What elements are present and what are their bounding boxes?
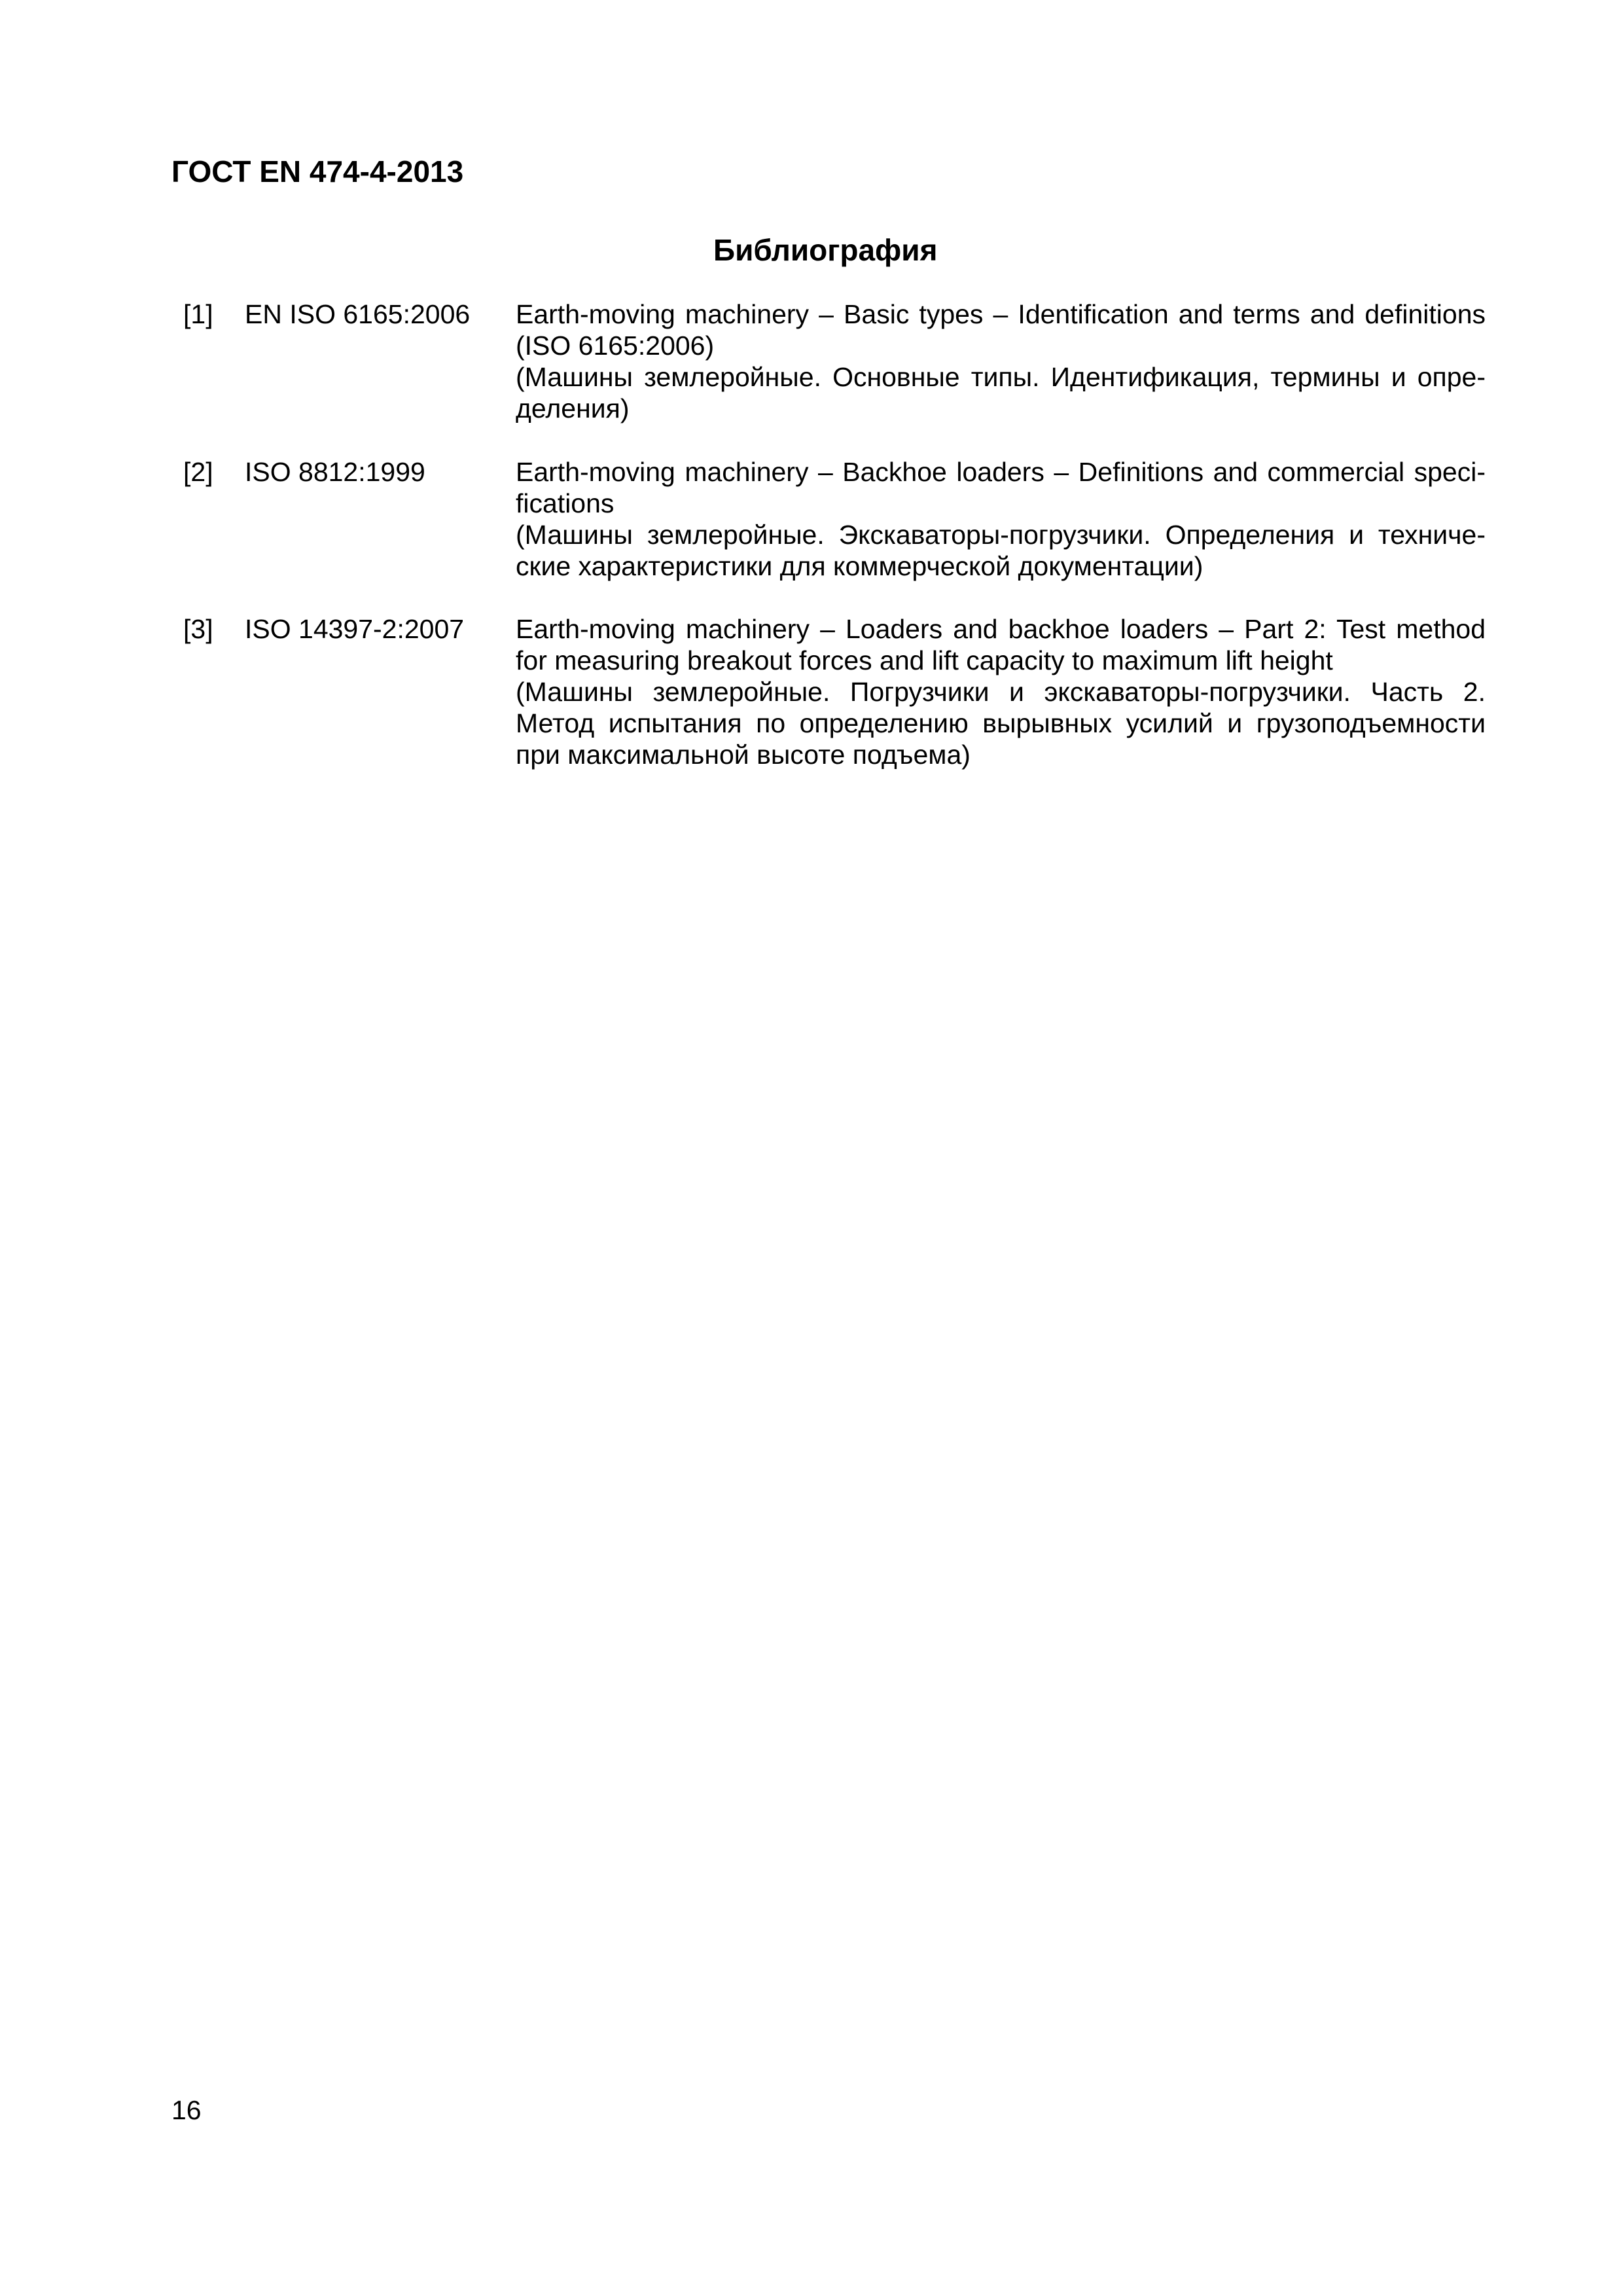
entry-standard-code: EN ISO 6165:2006 <box>245 299 471 329</box>
entry-description <box>516 613 1486 770</box>
entry-line: (Машины землеройные. Экскаваторы-погрузчики. Определения и техниче- <box>516 520 1486 550</box>
entry-number: [3] <box>183 614 213 644</box>
entry-description <box>516 456 1486 582</box>
entry-line: Метод испытания по определению вырывных усилий и грузоподъемности <box>516 708 1486 738</box>
entry-line: деления) <box>516 393 630 423</box>
entry-description <box>516 298 1486 424</box>
entry-standard-code: ISO 8812:1999 <box>245 457 425 487</box>
entry-number: [1] <box>183 299 213 329</box>
entry-line: (ISO 6165:2006) <box>516 331 715 361</box>
entry-number: [2] <box>183 457 213 487</box>
entry-line: при максимальной высоте подъема) <box>516 740 971 770</box>
entry-line: (Машины землеройные. Основные типы. Идентификация, термины и опре- <box>516 362 1486 392</box>
entry-line: ские характеристики для коммерческой документации) <box>516 551 1204 581</box>
entry-line: (Машины землеройные. Погрузчики и экскаваторы-погрузчики. Часть 2. <box>516 677 1486 707</box>
entry-line: Earth-moving machinery – Basic types – Identification and terms and definitions <box>516 299 1486 329</box>
document-header: ГОСТ EN 474-4-2013 <box>171 154 464 188</box>
entry-line: Earth-moving machinery – Loaders and backhoe loaders – Part 2: Test method <box>516 614 1486 644</box>
entry-line: for measuring breakout forces and lift capacity to maximum lift height <box>516 645 1333 675</box>
entry-line: Earth-moving machinery – Backhoe loaders – Definitions and commercial speci- <box>516 457 1486 487</box>
section-title: Библиография <box>713 233 938 267</box>
entry-standard-code: ISO 14397-2:2007 <box>245 614 465 644</box>
page-number: 16 <box>171 2095 202 2125</box>
entry-line: fications <box>516 488 615 518</box>
